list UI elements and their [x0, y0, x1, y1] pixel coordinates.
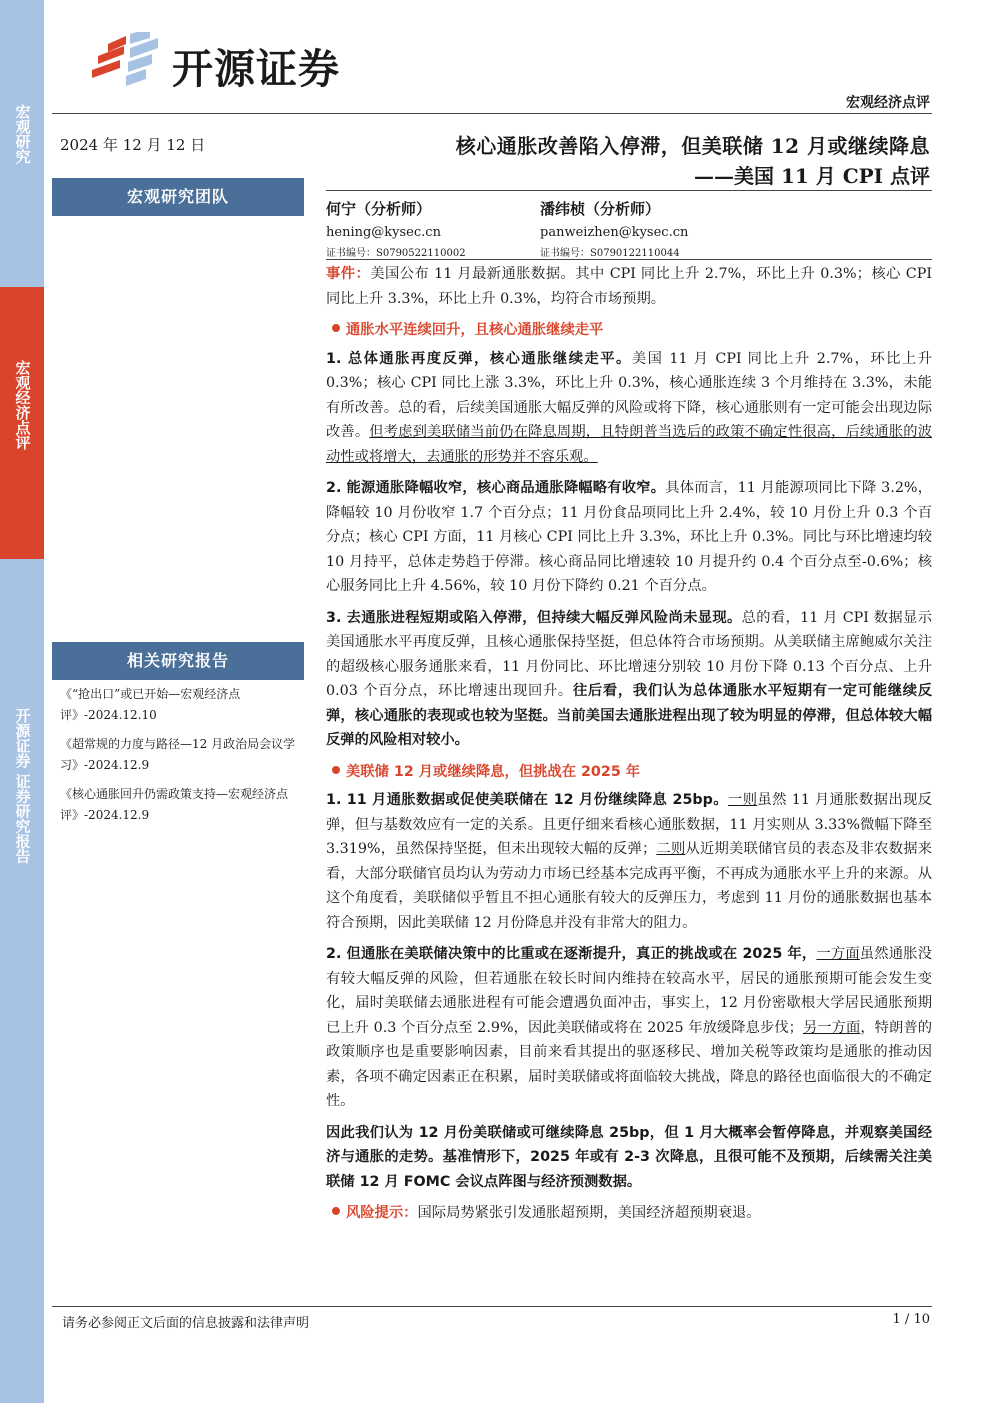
- analyst-name: 潘纬桢（分析师）: [540, 200, 661, 218]
- paragraph-text: 虽然通胀没有较大幅反弹的风险，但若通胀在较长时间内维持在较高水平，居民的通胀预期可能会发生变化，届时美联储去通胀进程有可能会遭遇负面冲击，事实上，12 月份密歇根大学居民通胀预期已上升 0.3 个百分点至 2.9%，因此美联储或将在 2025 年放缓降息步伐；: [326, 946, 932, 1036]
- side-label-mid: [0, 360, 44, 455]
- side-label-top: [0, 104, 44, 169]
- conclusion-paragraph: 因此我们认为 12 月份美联储或可继续降息 25bp，但 1 月大概率会暂停降息，并观察美国经济与通胀的走势。基准情形下，2025 年或有 2-3 次降息，且很可能不及预期，后续需关注美联储 12 月 FOMC 会议点阵图与经济预测数据。: [326, 1124, 932, 1190]
- risk-paragraph: [326, 1201, 932, 1226]
- paragraph-lead: 1. 总体通胀再度反弹，核心通胀继续走平。: [326, 350, 632, 367]
- related-report-item[interactable]: 《核心通胀回升仍需政策支持—宏观经济点评》-2024.12.9: [60, 787, 289, 822]
- analyst-email[interactable]: hening@kysec.cn: [326, 225, 441, 240]
- risk-text: 国际局势紧张引发通胀超预期，美国经济超预期衰退。: [417, 1205, 761, 1221]
- related-report-item[interactable]: 《超常规的力度与路径—12 月政治局会议学习》-2024.12.9: [60, 737, 296, 772]
- footer-divider: [52, 1306, 932, 1307]
- paragraph-underlined: 二则: [656, 841, 686, 857]
- body-paragraph: [326, 788, 932, 935]
- analyst-email[interactable]: panweizhen@kysec.cn: [540, 225, 689, 240]
- side-label-mid-text: 宏观经济点评: [13, 360, 32, 450]
- event-label: 事件：: [326, 266, 371, 282]
- bullet-dot-icon: [332, 324, 340, 332]
- paragraph-underlined: 但考虑到美联储当前仍在降息周期，且特朗普当选后的政策不确定性很高，后续通胀的波动性或将增大，去通胀的形势并不容乐观。: [326, 424, 932, 465]
- paragraph-text: 总的看，11 月 CPI 数据显示美国通胀水平再度反弹，且核心通胀保持坚挺，但总体符合市场预期。从美联储主席鲍威尔关注的超级核心服务通胀来看，11 月份同比、环比增速分别较 10 月份下降 0.13 个百分点、上升 0.03 个百分点，环比增速出现回升。: [326, 609, 932, 699]
- analyst-card: [326, 198, 466, 259]
- side-label-top-text: 宏观研究: [13, 104, 32, 164]
- report-subtitle: ——美国 11 月 CPI 点评: [694, 164, 930, 188]
- logo-text: 开源证券: [172, 45, 340, 93]
- paragraph-text: 虽然 11 月通胀数据出现反弹，但与基数效应有一定的关系。且更仔细来看核心通胀数据，11 月实则从 3.33%微幅下降至 3.319%，虽然保持坚挺，但未出现较大幅的反弹；: [326, 792, 933, 857]
- paragraph-text: ，特朗普的政策顺序也是重要影响因素，目前来看其提出的驱逐移民、增加关税等政策均是通胀的推动因素，各项不确定因素正在积累，届时美联储或将面临较大挑战，降息的路径也面临很大的不确定性。: [326, 1019, 933, 1109]
- section-heading: [326, 760, 932, 785]
- footer-disclaimer[interactable]: 请务必参阅正文后面的信息披露和法律声明: [62, 1316, 310, 1331]
- paragraph-underlined: 一方面: [816, 946, 860, 962]
- body-paragraph: [326, 942, 932, 1114]
- paragraph-text: 美国 11 月 CPI 同比上升 2.7%，环比上升 0.3%；核心 CPI 同比上涨 3.3%，环比上升 0.3%，核心通胀连续 3 个月维持在 3.3%，未能有所改善。总的看，后续美国通胀大幅反弹的风险或将下降，核心通胀则有一定可能会出现边际改善。: [326, 350, 932, 440]
- paragraph-underlined: 一则: [728, 792, 758, 808]
- related-reports-list: [60, 684, 318, 834]
- related-reports-box: 相关研究报告: [52, 642, 304, 680]
- analyst-name: 何宁（分析师）: [326, 200, 432, 218]
- paragraph-lead: 2. 但通胀在美联储决策中的比重或在逐渐提升，真正的挑战或在 2025 年，: [326, 946, 817, 962]
- analyst-cert: 证书编号：S0790522110002: [326, 248, 466, 259]
- event-text: 美国公布 11 月最新通胀数据。其中 CPI 同比上升 2.7%，环比上升 0.3%；核心 CPI 同比上升 3.3%，环比上升 0.3%，均符合市场预期。: [326, 266, 932, 307]
- analyst-card: [540, 198, 688, 259]
- section-heading: [326, 318, 932, 343]
- header-divider: [52, 113, 932, 114]
- team-box: 宏观研究团队: [52, 178, 304, 216]
- company-logo: [90, 32, 380, 92]
- side-label-bottom: [0, 708, 44, 868]
- side-strip: [0, 0, 44, 1403]
- paragraph-underlined: 另一方面: [802, 1019, 861, 1036]
- paragraph-lead: 1. 11 月通胀数据或促使美联储在 12 月份继续降息 25bp。: [326, 792, 728, 808]
- side-label-bottom-text: 开源证券 证券研究报告: [13, 708, 32, 864]
- paragraph-lead: 2. 能源通胀降幅收窄，核心商品通胀降幅略有收窄。: [326, 480, 666, 496]
- paragraph-text: 从近期美联储官员的表态及非农数据来看，大部分联储官员均认为劳动力市场已经基本完成再平衡，不再成为通胀水平上升的来源。从这个角度看，美联储似乎暂且不担心通胀有较大的反弹压力，考虑到 11 月份的通胀数据也基本符合预期，因此美联储 12 月份降息并没有非常大的阻力。: [326, 841, 933, 931]
- paragraph-lead: 3. 去通胀进程短期或陷入停滞，但持续大幅反弹风险尚未显现。: [326, 609, 742, 626]
- event-paragraph: [326, 262, 932, 311]
- body-paragraph: [326, 476, 932, 599]
- bullet-dot-icon: [332, 1207, 340, 1215]
- body-paragraph: [326, 347, 932, 470]
- related-report-item[interactable]: 《“抢出口”或已开始—宏观经济点评》-2024.12.10: [60, 687, 241, 722]
- paragraph-bold-conclusion: 往后看，我们认为总体通胀水平短期有一定可能继续反弹，核心通胀的表现或也较为坚挺。当前美国去通胀进程出现了较为明显的停滞，但总体较大幅反弹的风险相对较小。: [326, 683, 932, 748]
- paragraph-text: 具体而言，11 月能源项同比下降 3.2%，降幅较 10 月份收窄 1.7 个百分点；11 月份食品项同比上升 2.4%，较 10 月份上升 0.3 个百分点；核心 CPI 方面，11 月核心 CPI 同比上升 3.3%，环比上升 0.3%。同比与环比增速均较 10 月持平，总体走势趋于停滞。核心商品同比增速较 10 月提升约 0.4 个百分点至-0.6%；核心服务同比上升 4.56%，较 10 月份下降约 0.21 个百分点。: [326, 480, 932, 594]
- analyst-cert: 证书编号：S0790122110044: [540, 248, 680, 259]
- body-paragraph: [326, 606, 932, 753]
- report-category: 宏观经济点评: [846, 95, 930, 111]
- report-date: 2024 年 12 月 12 日: [60, 136, 206, 154]
- analyst-divider: [326, 259, 932, 260]
- page-number: 1 / 10: [892, 1312, 930, 1327]
- title-divider: [326, 190, 932, 191]
- logo-mark-icon: [90, 32, 166, 90]
- risk-label: 风险提示：: [346, 1205, 418, 1221]
- bullet-dot-icon: [332, 766, 340, 774]
- report-title: 核心通胀改善陷入停滞，但美联储 12 月或继续降息: [455, 134, 930, 158]
- report-body: [326, 262, 932, 1233]
- section-heading-text: 通胀水平连续回升，且核心通胀继续走平: [346, 322, 604, 338]
- section-heading-text: 美联储 12 月或继续降息，但挑战在 2025 年: [346, 763, 641, 780]
